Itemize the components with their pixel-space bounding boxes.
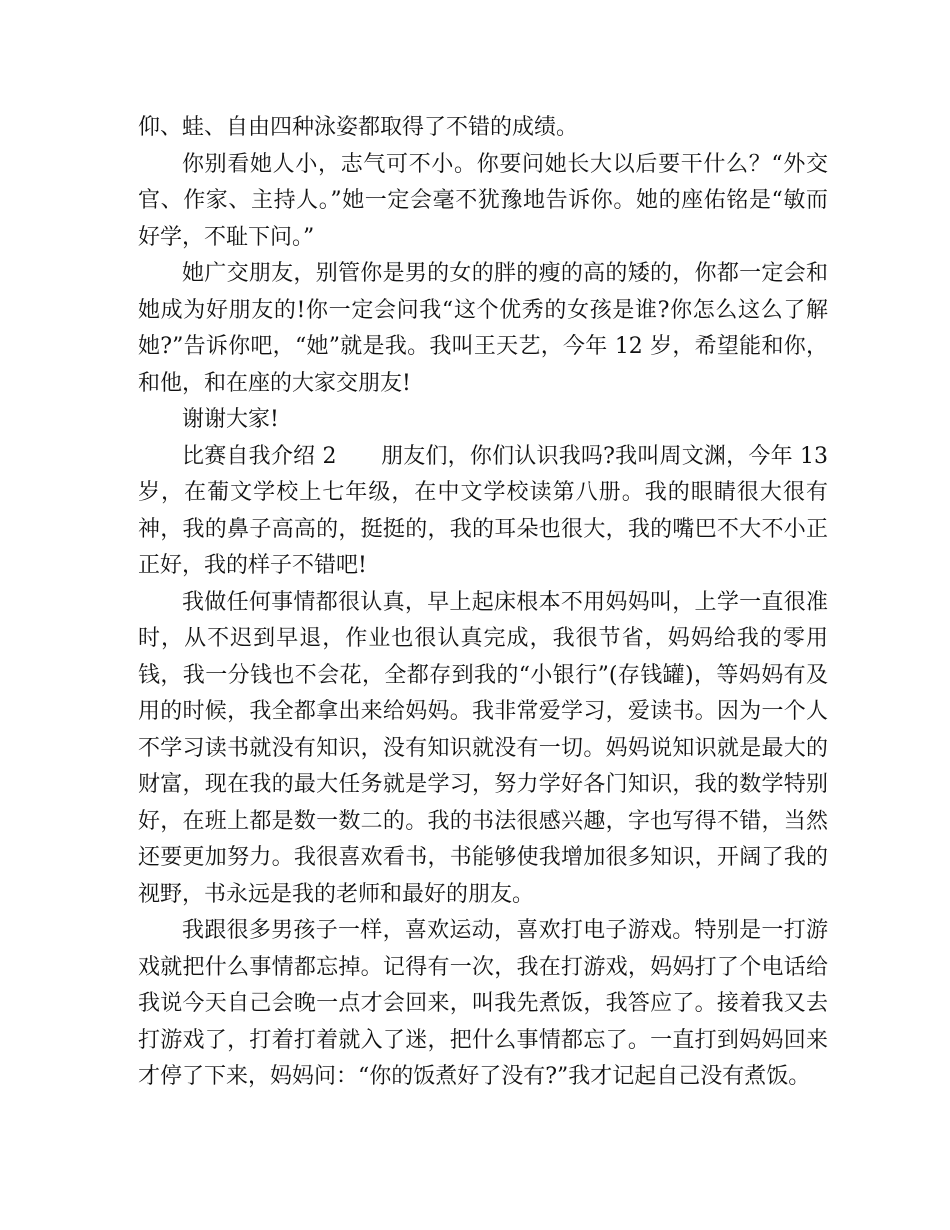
paragraph-5: 比赛自我介绍 2 朋友们，你们认识我吗?我叫周文渊，今年 13 岁，在葡文学校上七年级，在中文学校读第八册。我的眼睛很大很有神，我的鼻子高高的，挺挺的，我的耳朵也很大，我的嘴巴不大不小正正好，我的样子不错吧! (138, 443, 835, 578)
paragraph-3: 她广交朋友，别管你是男的女的胖的瘦的高的矮的，你都一定会和她成为好朋友的!你一定会问我“这个优秀的女孩是谁?你怎么这么了解她?”告诉你吧，“她”就是我。我叫王天艺，今年 12 岁，希望能和你，和他，和在座的大家交朋友! (138, 261, 828, 396)
paragraph-1: 仰、蛙、自由四种泳姿都取得了不错的成绩。 (138, 115, 579, 140)
paragraph-2: 你别看她人小，志气可不小。你要问她长大以后要干什么？“外交官、作家、主持人。”她一定会毫不犹豫地告诉你。她的座佑铭是“敏而好学，不耻下问。” (138, 151, 828, 250)
paragraph-6: 我做任何事情都很认真，早上起床根本不用妈妈叫，上学一直很准时，从不迟到早退，作业也很认真完成，我很节省，妈妈给我的零用钱，我一分钱也不会花，全都存到我的“小银行”(存钱罐)，等妈妈有及用的时候，我全都拿出来给妈妈。我非常爱学习，爱读书。因为一个人不学习读书就没有知识，没有知识就没有一切。妈妈说知识就是最大的财富，现在我的最大任务就是学习，努力学好各门知识，我的数学特别好，在班上都是数一数二的。我的书法很感兴趣，字也写得不错，当然还要更加努力。我很喜欢看书，书能够使我增加很多知识，开阔了我的视野，书永远是我的老师和最好的朋友。 (138, 589, 828, 907)
paragraph-7: 我跟很多男孩子一样，喜欢运动，喜欢打电子游戏。特别是一打游戏就把什么事情都忘掉。记得有一次，我在打游戏，妈妈打了个电话给我说今天自己会晚一点才会回来，叫我先煮饭，我答应了。接着我又去打游戏了，打着打着就入了迷，把什么事情都忘了。一直打到妈妈回来才停了下来，妈妈问：“你的饭煮好了没有?”我才记起自己没有煮饭。 (138, 918, 828, 1089)
document-body (138, 110, 835, 1096)
paragraph-4: 谢谢大家! (182, 407, 279, 432)
